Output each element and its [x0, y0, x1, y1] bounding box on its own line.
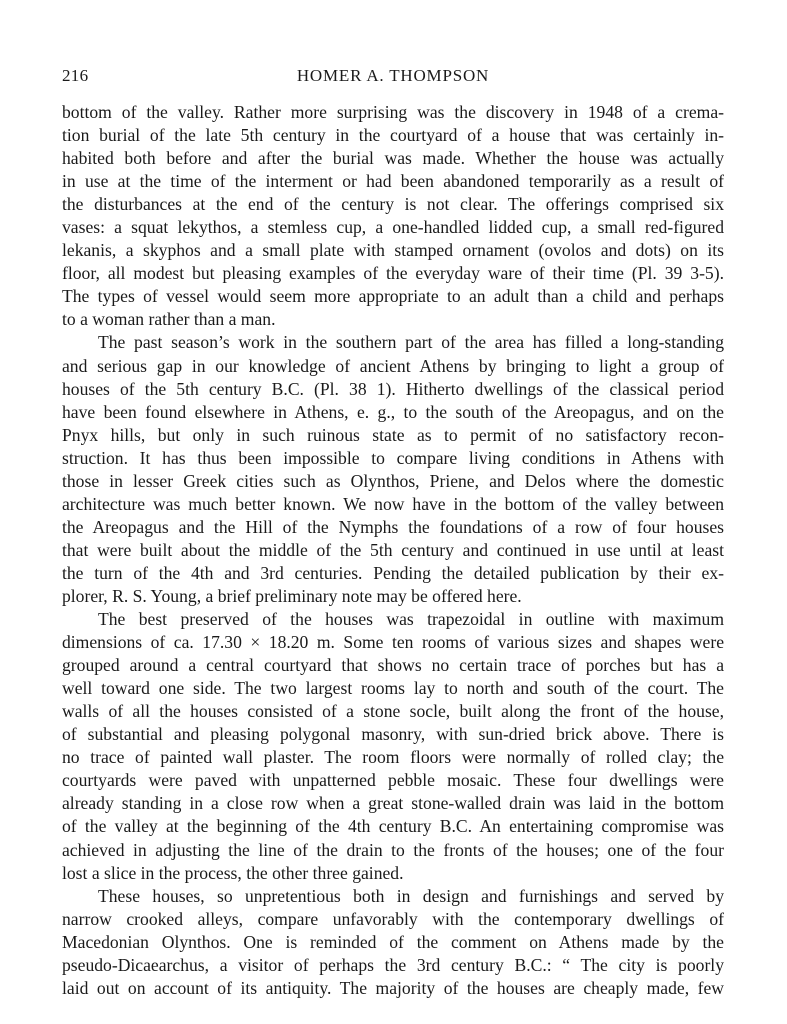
page-number: 216: [62, 66, 89, 85]
text-line: of the valley at the beginning of the 4th century B.C. An entertaining compromise was: [62, 816, 724, 837]
paragraph-4: [62, 885, 724, 1000]
running-head: [62, 66, 724, 92]
text-line: dimensions of ca. 17.30 × 18.20 m. Some ten rooms of various sizes and shapes were: [62, 632, 724, 653]
text-line: the disturbances at the end of the century is not clear. The offerings comprised six: [62, 194, 724, 215]
text-line: that were built about the middle of the 5th century and continued in use until at least: [62, 539, 724, 560]
text-line: struction. It has thus been impossible to compare living conditions in Athens with: [62, 447, 724, 468]
text-line: have been found elsewhere in Athens, e. g., to the south of the Areopagus, and on the: [62, 401, 724, 422]
text-line: These houses, so unpretentious both in design and furnishings and served by: [98, 885, 724, 906]
text-line: in use at the time of the interment or had been abandoned temporarily as a result of: [62, 171, 724, 192]
text-line: houses of the 5th century B.C. (Pl. 38 1). Hitherto dwellings of the classical period: [62, 378, 724, 399]
paragraph-2: [62, 331, 724, 608]
body-text: [62, 101, 724, 1000]
text-line: grouped around a central courtyard that shows no certain trace of porches but has a: [62, 655, 724, 676]
text-line: the turn of the 4th and 3rd centuries. Pending the detailed publication by their ex-: [62, 562, 724, 583]
text-line: lost a slice in the process, the other three gained.: [62, 862, 404, 883]
text-line: to a woman rather than a man.: [62, 309, 276, 330]
text-line: achieved in adjusting the line of the drain to the fronts of the houses; one of the four: [62, 839, 724, 860]
running-head-author: HOMER A. THOMPSON: [296, 66, 490, 85]
text-line: the Areopagus and the Hill of the Nymphs the foundations of a row of four houses: [62, 516, 724, 537]
text-line: vases: a squat lekythos, a stemless cup, a one-handled lidded cup, a small red-figured: [62, 217, 724, 238]
text-line: The past season’s work in the southern part of the area has filled a long-standing: [98, 332, 724, 353]
text-line: of substantial and pleasing polygonal masonry, with sun-dried brick above. There is: [62, 724, 724, 745]
text-line: narrow crooked alleys, compare unfavorably with the contemporary dwellings of: [62, 908, 724, 929]
text-line: laid out on account of its antiquity. The majority of the houses are cheaply made, few: [62, 977, 724, 998]
text-line: courtyards were paved with unpatterned pebble mosaic. These four dwellings were: [62, 770, 724, 791]
text-line: bottom of the valley. Rather more surprising was the discovery in 1948 of a crema-: [62, 102, 724, 122]
text-line: The best preserved of the houses was trapezoidal in outline with maximum: [98, 609, 724, 630]
text-line: plorer, R. S. Young, a brief preliminary note may be offered here.: [62, 585, 522, 606]
text-line: already standing in a close row when a great stone-walled drain was laid in the bottom: [62, 793, 724, 814]
paragraph-3: [62, 608, 724, 885]
text-line: well toward one side. The two largest rooms lay to north and south of the court. The: [62, 678, 724, 699]
text-line: floor, all modest but pleasing examples of the everyday ware of their time (Pl. 39 3-5).: [62, 263, 724, 284]
text-line: tion burial of the late 5th century in the courtyard of a house that was certainly in-: [62, 125, 724, 146]
text-line: no trace of painted wall plaster. The room floors were normally of rolled clay; the: [62, 747, 724, 768]
text-line: The types of vessel would seem more appropriate to an adult than a child and perhaps: [62, 286, 724, 307]
text-line: and serious gap in our knowledge of ancient Athens by bringing to light a group of: [62, 355, 724, 376]
text-line: lekanis, a skyphos and a small plate with stamped ornament (ovolos and dots) on its: [62, 240, 724, 261]
text-line: Pnyx hills, but only in such ruinous state as to permit of no satisfactory recon-: [62, 424, 724, 445]
text-line: walls of all the houses consisted of a stone socle, built along the front of the house,: [62, 701, 724, 722]
text-line: those in lesser Greek cities such as Olynthos, Priene, and Delos where the domestic: [62, 470, 724, 491]
text-line: habited both before and after the burial was made. Whether the house was actually: [62, 148, 724, 169]
paragraph-1: [62, 101, 724, 331]
text-line: architecture was much better known. We now have in the bottom of the valley between: [62, 493, 724, 514]
text-line: Macedonian Olynthos. One is reminded of the comment on Athens made by the: [62, 931, 724, 952]
text-line: pseudo-Dicaearchus, a visitor of perhaps the 3rd century B.C.: “ The city is poorly: [62, 954, 724, 975]
